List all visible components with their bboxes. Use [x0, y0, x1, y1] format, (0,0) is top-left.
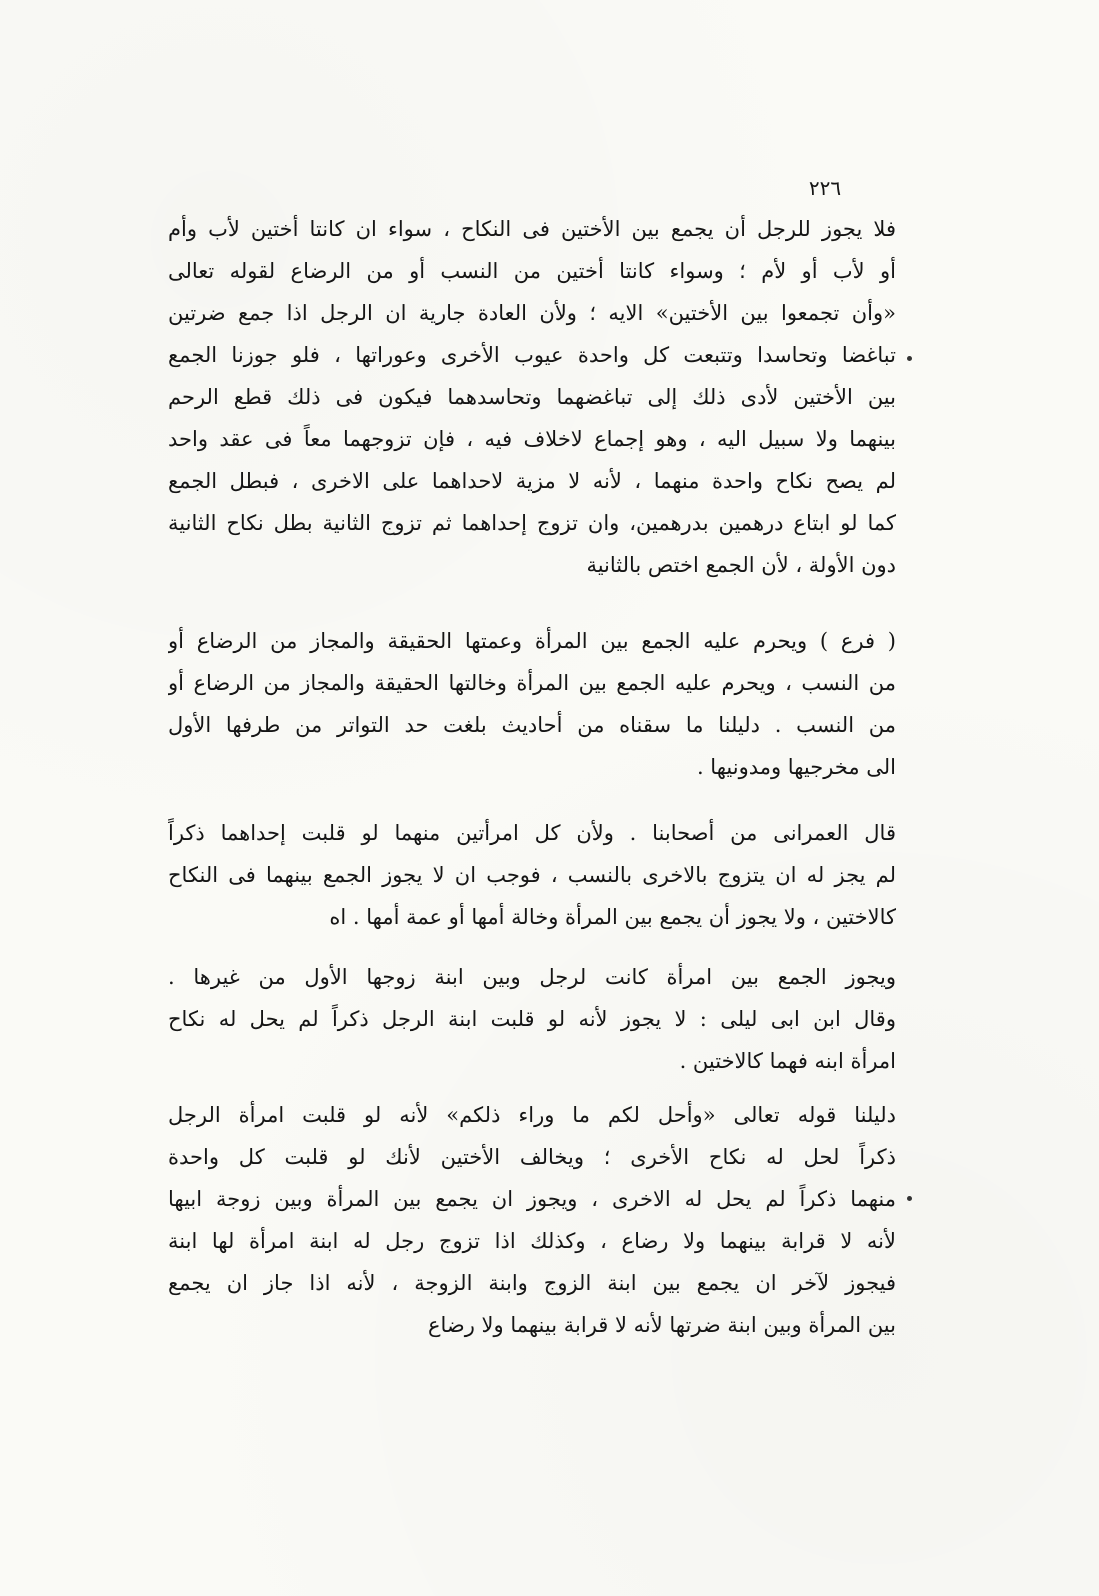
text-line: كالاختين ، ولا يجوز أن يجمع بين المرأة وخالة أمها أو عمة أمها . اه [329, 905, 896, 929]
text-line: فلا يجوز للرجل أن يجمع بين الأختين فى النكاح ، سواء ان كانتا أختين لأب وأم [168, 217, 896, 241]
paragraph-3 [168, 812, 896, 938]
text-line: وقال ابن ابى ليلى : لا يجوز لأنه لو قلبت ابنة الرجل ذكراً لم يحل له نكاح [168, 1007, 896, 1031]
text-line: بين المرأة وبين ابنة ضرتها لأنه لا قرابة بينهما ولا رضاع [427, 1313, 896, 1337]
margin-dot-mark [907, 356, 912, 361]
text-line: لم يصح نكاح واحدة منهما ، لأنه لا مزية لاحداهما على الاخرى ، فبطل الجمع [168, 469, 896, 493]
text-line: «وأن تجمعوا بين الأختين» الايه ؛ ولأن العادة جارية ان الرجل اذا جمع ضرتين [168, 301, 896, 325]
text-line: كما لو ابتاع درهمين بدرهمين، وان تزوج إحداهما ثم تزوج الثانية بطل نكاح الثانية [168, 511, 896, 535]
text-line: منهما ذكراً لم يحل له الاخرى ، ويجوز ان يجمع بين المرأة وبين زوجة ابيها [168, 1187, 896, 1211]
text-line: بينهما ولا سبيل اليه ، وهو إجماع لاخلاف فيه ، فإن تزوجهما معاً فى عقد واحد [168, 427, 896, 451]
paragraph-5 [168, 1094, 896, 1346]
text-line: لم يجز له ان يتزوج بالاخرى بالنسب ، فوجب ان لا يجوز الجمع بينهما فى النكاح [168, 863, 896, 887]
text-line: امرأة ابنه فهما كالاختين . [679, 1049, 896, 1073]
text-line: تباغضا وتحاسدا وتتبعت كل واحدة عيوب الأخرى وعوراتها ، فلو جوزنا الجمع [168, 343, 896, 367]
text-line: ذكراً لحل له نكاح الأخرى ؛ ويخالف الأختين لأنك لو قلبت كل واحدة [168, 1145, 896, 1169]
text-line: لأنه لا قرابة بينهما ولا رضاع ، وكذلك اذا تزوج رجل له ابنة امرأة لها ابنة [168, 1229, 896, 1253]
text-line: ( فرع ) ويحرم عليه الجمع بين المرأة وعمتها الحقيقة والمجاز من الرضاع أو [168, 629, 896, 653]
paragraph-1 [168, 208, 896, 586]
text-line: أو لأب أو لأم ؛ وسواء كانتا أختين من النسب أو من الرضاع لقوله تعالى [168, 259, 896, 283]
text-line: فيجوز لآخر ان يجمع بين ابنة الزوج وابنة الزوجة ، لأنه اذا جاز ان يجمع [168, 1271, 896, 1295]
text-line: دليلنا قوله تعالى «وأحل لكم ما وراء ذلكم» لأنه لو قلبت امرأة الرجل [168, 1103, 896, 1127]
page-number: ٢٢٦ [808, 176, 842, 200]
paragraph-4 [168, 956, 896, 1082]
text-line: الى مخرجيها ومدونيها . [696, 755, 896, 779]
text-line: قال العمرانى من أصحابنا . ولأن كل امرأتين منهما لو قلبت إحداهما ذكراً [168, 821, 896, 845]
text-line: بين الأختين لأدى ذلك إلى تباغضهما وتحاسدهما فيكون فى ذلك قطع الرحم [168, 385, 896, 409]
text-line: من النسب ، ويحرم عليه الجمع بين المرأة وخالتها الحقيقة والمجاز من الرضاع أو [168, 671, 896, 695]
text-line: ويجوز الجمع بين امرأة كانت لرجل وبين ابنة زوجها الأول من غيرها . [168, 965, 896, 989]
text-line: دون الأولة ، لأن الجمع اختص بالثانية [586, 553, 896, 577]
paragraph-2 [168, 620, 896, 788]
margin-dot-mark [907, 1196, 912, 1201]
text-line: من النسب . دليلنا ما سقناه من أحاديث بلغت حد التواتر من طرفها الأول [168, 713, 896, 737]
